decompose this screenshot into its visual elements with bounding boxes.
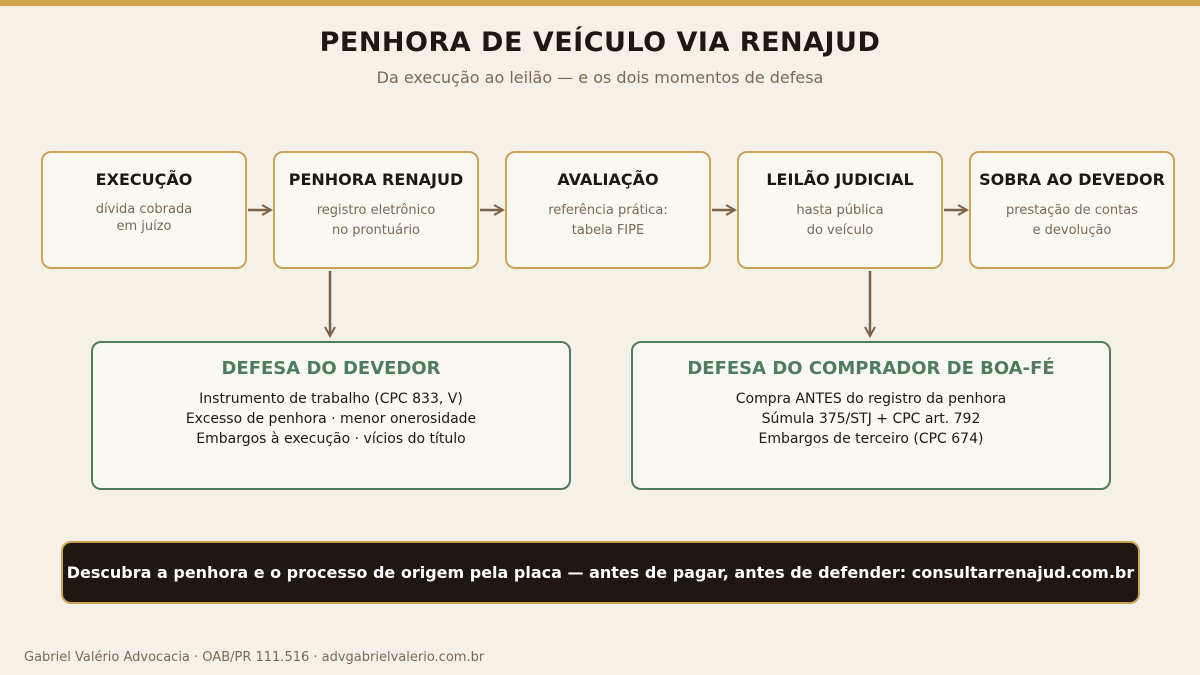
defense-lines [633, 389, 1109, 449]
step-title: EXECUÇÃO [95, 170, 193, 189]
defense-line: Instrumento de trabalho (CPC 833, V) [199, 391, 463, 407]
step-desc-line: em juízo [116, 219, 172, 234]
step-desc-line: do veículo [806, 223, 874, 238]
step-description [43, 201, 245, 235]
step-desc-line: registro eletrônico [316, 203, 436, 218]
step-desc-line: dívida cobrada [95, 202, 193, 217]
step-desc-line: no prontuário [331, 223, 421, 238]
footer-credit: Gabriel Valério Advocacia · OAB/PR 111.516 · advgabrielvalerio.com.br [24, 650, 485, 665]
cta-banner [61, 541, 1140, 604]
step-desc-line: hasta pública [796, 203, 884, 218]
step-penhora-renajud [273, 151, 479, 269]
page-subtitle: Da execução ao leilão — e os dois momentos de defesa [376, 68, 824, 87]
step-execucao [41, 151, 247, 269]
cta-text: Descubra a penhora e o processo de origem pela placa — antes de pagar, antes de defender: consultarrenajud.com.br [66, 563, 1135, 582]
step-title: LEILÃO JUDICIAL [766, 170, 914, 189]
defense-lines [93, 389, 569, 449]
step-description [507, 201, 709, 241]
step-avaliacao [505, 151, 711, 269]
step-description [275, 201, 477, 241]
step-title: AVALIAÇÃO [557, 170, 659, 189]
page-title: PENHORA DE VEÍCULO VIA RENAJUD [319, 27, 881, 58]
step-description [739, 201, 941, 241]
step-title: SOBRA AO DEVEDOR [979, 170, 1165, 189]
step-desc-line: referência prática: [548, 203, 668, 218]
defense-line: Súmula 375/STJ + CPC art. 792 [761, 411, 981, 427]
defense-devedor-box [91, 341, 571, 490]
step-title: PENHORA RENAJUD [288, 170, 464, 189]
defense-title: DEFESA DO DEVEDOR [221, 358, 441, 379]
defense-line: Embargos à execução · vícios do título [196, 431, 466, 447]
defense-title: DEFESA DO COMPRADOR DE BOA-FÉ [687, 358, 1055, 379]
step-desc-line: e devolução [1032, 223, 1112, 238]
defense-comprador-box [631, 341, 1111, 490]
step-leilao-judicial [737, 151, 943, 269]
defense-line: Compra ANTES do registro da penhora [735, 391, 1007, 407]
defense-line: Embargos de terceiro (CPC 674) [758, 431, 984, 447]
step-description [971, 201, 1173, 241]
step-desc-line: prestação de contas [1006, 203, 1138, 218]
defense-line: Excesso de penhora · menor onerosidade [185, 411, 477, 427]
step-sobra-ao-devedor [969, 151, 1175, 269]
step-desc-line: tabela FIPE [571, 223, 645, 238]
